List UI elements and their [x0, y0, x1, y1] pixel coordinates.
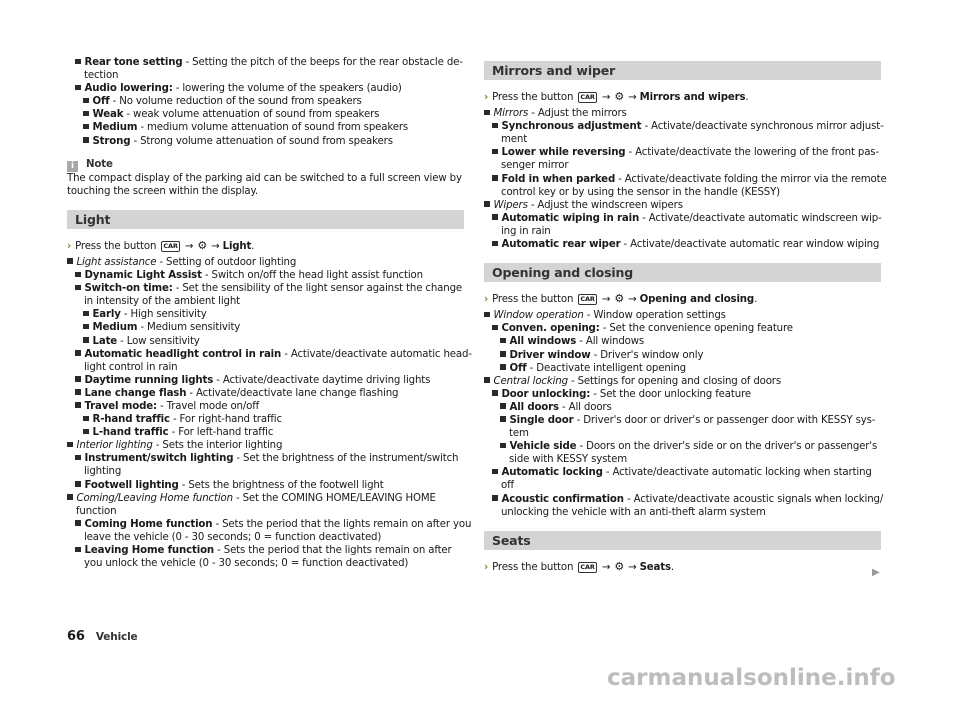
- car-button-icon: CAR: [580, 295, 595, 304]
- list-item: Daytime running lights - Activate/deactivate daytime driving lights: [67, 374, 464, 387]
- list-item: Acoustic confirmation - Activate/deactivate acoustic signals when locking/: [484, 493, 881, 506]
- list-item: Medium - medium volume attenuation of sound from speakers: [67, 121, 464, 134]
- list-item: Door unlocking: - Set the door unlocking feature: [484, 388, 881, 401]
- list-item-cont: ing in rain: [501, 225, 551, 237]
- note-text: The compact display of the parking aid can be switched to a full screen view by: [67, 172, 462, 184]
- arrow-icon: →: [628, 561, 637, 573]
- list-item: Automatic rear wiper - Activate/deactivate automatic rear window wiping: [484, 238, 881, 251]
- section-heading-mirrors: Mirrors and wiper: [484, 61, 881, 80]
- list-item: Coming Home function - Sets the period that the lights remain on after you: [67, 518, 464, 531]
- list-item: Fold in when parked - Activate/deactivate folding the mirror via the remote: [484, 173, 881, 186]
- chapter-title: Vehicle: [95, 631, 138, 643]
- nav-path-mirrors: › Press the button CAR → ⚙ → Mirrors and wipers.: [484, 90, 749, 103]
- list-item-cont: ment: [501, 134, 528, 146]
- list-item-cont: function: [76, 505, 117, 517]
- list-item: Single door - Driver's door or driver's or passenger door with KESSY sys-: [484, 414, 881, 427]
- settings-icon: ⚙: [614, 292, 625, 306]
- list-item-cont: senger mirror: [501, 160, 569, 172]
- arrow-icon: →: [601, 561, 611, 573]
- list-item: Automatic locking - Activate/deactivate automatic locking when starting: [484, 466, 881, 479]
- list-item: Window operation - Window operation settings: [484, 309, 881, 322]
- list-item: Conven. opening: - Set the convenience opening feature: [484, 322, 881, 335]
- list-item: Synchronous adjustment - Activate/deactivate synchronous mirror adjust-: [484, 120, 881, 133]
- list-item-cont: unlocking the vehicle with an anti-theft alarm system: [501, 506, 766, 518]
- list-item: Lane change flash - Activate/deactivate lane change flashing: [67, 387, 464, 400]
- arrow-icon: →: [211, 240, 220, 252]
- car-button-icon: CAR: [163, 241, 178, 250]
- list-item-cont: tection: [84, 70, 119, 82]
- list-item-cont: lighting: [84, 466, 122, 478]
- list-item: L-hand traffic - For left-hand traffic: [67, 426, 464, 439]
- list-item: Automatic wiping in rain - Activate/deactivate automatic windscreen wip-: [484, 212, 881, 225]
- list-item: Off - Deactivate intelligent opening: [484, 362, 881, 375]
- list-item-cont: you unlock the vehicle (0 - 30 seconds; 0 = function deactivated): [84, 558, 409, 570]
- arrow-icon: →: [601, 92, 611, 103]
- list-item-cont: side with KESSY system: [509, 454, 628, 466]
- list-item-cont: in intensity of the ambient light: [84, 296, 240, 308]
- list-item: Weak - weak volume attenuation of sound from speakers: [67, 108, 464, 121]
- list-item: Interior lighting - Sets the interior lighting: [67, 439, 464, 452]
- list-item: Medium - Medium sensitivity: [67, 321, 464, 334]
- list-item: Central locking - Settings for opening and closing of doors: [484, 375, 881, 388]
- list-item: All doors - All doors: [484, 401, 881, 414]
- chevron-right-icon: ›: [484, 561, 489, 573]
- list-item-cont: control key or by using the sensor in the handle (KESSY): [501, 186, 780, 198]
- list-item-cont: leave the vehicle (0 - 30 seconds; 0 = function deactivated): [84, 531, 382, 543]
- list-item: All windows - All windows: [484, 335, 881, 348]
- list-item: Rear tone setting - Setting the pitch of the beeps for the rear obstacle de-: [67, 56, 464, 69]
- list-item: Instrument/switch lighting - Set the brightness of the instrument/switch: [67, 452, 464, 465]
- section-heading-light: Light: [67, 210, 464, 229]
- list-item: Light assistance - Setting of outdoor lighting: [67, 256, 464, 269]
- note-title: i Note: [67, 158, 464, 172]
- list-item: R-hand traffic - For right-hand traffic: [67, 413, 464, 426]
- page-footer: [67, 630, 138, 644]
- car-button-icon: CAR: [580, 562, 595, 571]
- list-item: Audio lowering: - lowering the volume of the speakers (audio): [67, 82, 464, 95]
- list-item: Driver window - Driver's window only: [484, 349, 881, 362]
- list-item-cont: tem: [509, 428, 529, 440]
- list-item: Automatic headlight control in rain - Activate/deactivate automatic head-: [67, 348, 464, 361]
- nav-path-opening: › Press the button CAR → ⚙ → Opening and closing.: [484, 292, 758, 306]
- arrow-icon: →: [601, 294, 611, 306]
- left-column: [67, 56, 472, 570]
- list-item: Coming/Leaving Home function - Set the COMING HOME/LEAVING HOME: [67, 492, 464, 505]
- list-item: Early - High sensitivity: [67, 308, 464, 321]
- continue-icon: ▶: [872, 567, 880, 578]
- list-item: Mirrors - Adjust the mirrors: [484, 107, 881, 120]
- list-item-cont: off: [501, 480, 514, 492]
- arrow-icon: →: [628, 92, 637, 103]
- list-item: Switch-on time: - Set the sensibility of the light sensor against the change: [67, 282, 464, 295]
- arrow-icon: →: [628, 294, 637, 306]
- car-button-icon: CAR: [580, 93, 595, 101]
- list-item: Lower while reversing - Activate/deactivate the lowering of the front pas-: [484, 146, 881, 159]
- list-item: Travel mode: - Travel mode on/off: [67, 400, 464, 413]
- section-heading-seats: Seats: [484, 531, 881, 550]
- settings-icon: ⚙: [197, 238, 208, 252]
- list-item: Footwell lighting - Sets the brightness of the footwell light: [67, 479, 464, 492]
- list-item: Off - No volume reduction of the sound from speakers: [67, 95, 464, 108]
- list-item-cont: light control in rain: [84, 361, 178, 373]
- note-text: touching the screen within the display.: [67, 185, 258, 197]
- section-heading-opening: Opening and closing: [484, 263, 881, 282]
- page-number: 66: [67, 629, 85, 644]
- chevron-right-icon: ›: [484, 92, 489, 103]
- chevron-right-icon: ›: [484, 294, 489, 306]
- info-icon: i: [67, 161, 78, 172]
- list-item: Vehicle side - Doors on the driver's side or on the driver's or passenger's: [484, 440, 881, 453]
- chevron-right-icon: ›: [67, 240, 72, 252]
- list-item: Dynamic Light Assist - Switch on/off the head light assist function: [67, 269, 464, 282]
- list-item: Strong - Strong volume attenuation of sound from speakers: [67, 135, 464, 148]
- right-column: [484, 56, 887, 577]
- arrow-icon: →: [184, 240, 194, 252]
- list-item: Leaving Home function - Sets the period that the lights remain on after: [67, 544, 464, 557]
- settings-icon: ⚙: [614, 90, 625, 103]
- settings-icon: ⚙: [614, 559, 625, 573]
- nav-path-light: › Press the button CAR → ⚙ → Light.: [67, 238, 255, 252]
- nav-path-seats: › Press the button CAR → ⚙ → Seats.: [484, 559, 675, 573]
- watermark: carmanualsonline.info: [607, 665, 896, 691]
- list-item: Late - Low sensitivity: [67, 335, 464, 348]
- list-item: Wipers - Adjust the windscreen wipers: [484, 199, 881, 212]
